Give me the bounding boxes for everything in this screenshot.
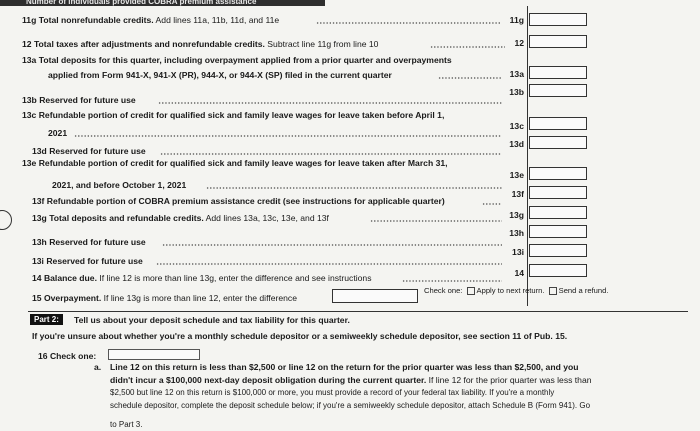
line-number: 13a — [509, 69, 524, 79]
apply-next-return-checkbox[interactable] — [467, 287, 475, 295]
top-header-strip — [0, 0, 325, 6]
line-13d-amount-field[interactable] — [529, 136, 587, 149]
line-13g-rest: Add lines 13a, 13c, 13e, and 13f — [203, 213, 329, 223]
line-number: 13i — [512, 247, 524, 257]
line-13f-amount-field[interactable] — [529, 186, 587, 199]
line-13e-label-2: 2021, and before October 1, 2021 — [52, 180, 187, 190]
leader-dots — [430, 46, 505, 48]
leader-dots — [160, 153, 502, 155]
line-12-label — [22, 39, 378, 49]
line-number: 11g — [509, 15, 524, 25]
check-one-group — [424, 286, 608, 296]
line-13a-amount-field[interactable] — [529, 66, 587, 79]
item-a-line-2-rest: If line 12 for the prior quarter was less than — [426, 375, 592, 385]
line-14-rest: If line 12 is more than line 13g, enter the difference and see instructions — [96, 273, 372, 283]
leader-dots — [402, 280, 502, 282]
line-15-title: 15 Overpayment. — [32, 293, 102, 303]
line-11g-amount-field[interactable] — [529, 13, 587, 26]
apply-next-return-label: Apply to next return. — [476, 286, 545, 295]
item-a-line-4: schedule depositor, complete the deposit schedule below; if you're a semiweekly schedule depositor, attach Schedule B (Form 941). Go — [110, 401, 591, 410]
line-11g-title: 11g Total nonrefundable credits. — [22, 15, 154, 25]
line-13g-amount-field[interactable] — [529, 206, 587, 219]
line-13f-label: 13f Refundable portion of COBRA premium assistance credit (see instructions for applicable quarter) — [32, 196, 445, 206]
line-number: 13d — [509, 139, 524, 149]
line-13c-amount-field[interactable] — [529, 117, 587, 130]
leader-dots — [162, 244, 502, 246]
part-divider — [28, 311, 688, 312]
line-12-title: 12 Total taxes after adjustments and nonrefundable credits. — [22, 39, 265, 49]
line-11g-rest: Add lines 11a, 11b, 11d, and 11e — [153, 15, 280, 25]
line-13g-title: 13g Total deposits and refundable credits. — [32, 213, 204, 223]
line-13h-label: 13h Reserved for future use — [32, 237, 146, 247]
leader-dots — [158, 102, 502, 104]
line-number: 13c — [509, 121, 524, 131]
line-number: 12 — [514, 38, 524, 48]
line-13a-label-1: 13a Total deposits for this quarter, including overpayment applied from a prior quarter and overpayments — [22, 55, 452, 65]
leader-dots — [206, 187, 502, 189]
line-number: 13g — [509, 210, 524, 220]
line-11g-label — [22, 15, 279, 25]
line-13e-label-1: 13e Refundable portion of credit for qualified sick and family leave wages for leave taken after March 31, — [22, 158, 448, 168]
leader-dots — [482, 203, 502, 205]
header-strip-text: Number of individuals provided COBRA premium assistance — [26, 0, 257, 6]
line-number: 13b — [509, 87, 524, 97]
line-13a-label-2: applied from Form 941-X, 941-X (PR), 944-X, or 944-X (SP) filed in the current quarter — [48, 70, 392, 80]
line-13d-label: 13d Reserved for future use — [32, 146, 146, 156]
leader-dots — [74, 135, 502, 137]
line-15-rest: If line 13g is more than line 12, enter the difference — [101, 293, 297, 303]
line-13i-amount-field[interactable] — [529, 244, 587, 257]
leader-dots — [370, 220, 502, 222]
line-number: 13e — [509, 170, 524, 180]
item-a-line-2 — [110, 375, 592, 385]
check-one-label: Check one: — [424, 286, 463, 295]
line-13b-label: 13b Reserved for future use — [22, 95, 136, 105]
line-13c-label-2: 2021 — [48, 128, 68, 138]
line-16-check-field[interactable] — [108, 349, 200, 360]
line-16-label: 16 Check one: — [38, 351, 97, 361]
part-2-tag: Part 2: — [30, 314, 63, 325]
punch-hole-mark — [0, 210, 12, 230]
line-12-rest: Subtract line 11g from line 10 — [264, 39, 379, 49]
line-13e-amount-field[interactable] — [529, 167, 587, 180]
leader-dots — [316, 22, 501, 24]
line-15-label — [32, 293, 297, 303]
line-number: 13h — [509, 228, 524, 238]
part-2-title: Tell us about your deposit schedule and tax liability for this quarter. — [74, 315, 350, 325]
line-13c-label-1: 13c Refundable portion of credit for qualified sick and family leave wages for leave taken before April 1, — [22, 110, 445, 120]
line-number: 14 — [514, 268, 524, 278]
line-13h-amount-field[interactable] — [529, 225, 587, 238]
leader-dots — [156, 263, 502, 265]
item-a-line-1: Line 12 on this return is less than $2,500 or line 12 on the return for the prior quarter was less than $2,500, and you — [110, 362, 579, 372]
line-13g-label — [32, 213, 329, 223]
line-12-amount-field[interactable] — [529, 35, 587, 48]
line-15-amount-field[interactable] — [332, 289, 418, 303]
line-number: 13f — [511, 189, 524, 199]
send-refund-checkbox[interactable] — [549, 287, 557, 295]
leader-dots — [438, 77, 502, 79]
line-13b-amount-field[interactable] — [529, 84, 587, 97]
line-14-amount-field[interactable] — [529, 264, 587, 277]
item-a-line-3: $2,500 but line 12 on this return is $100,000 or more, you must provide a record of your federal tax liability. If you're a monthly — [110, 388, 555, 397]
item-a-marker: a. — [94, 362, 102, 372]
right-column-rule — [527, 6, 528, 306]
part-2-intro: If you're unsure about whether you're a monthly schedule depositor or a semiweekly schedule depositor, see section 11 of Pub. 15. — [32, 331, 568, 341]
line-13i-label: 13i Reserved for future use — [32, 256, 143, 266]
item-a-line-5: to Part 3. — [110, 420, 143, 429]
line-14-label — [32, 273, 372, 283]
line-14-title: 14 Balance due. — [32, 273, 97, 283]
item-a-line-2-bold: didn't incur a $100,000 next-day deposit obligation during the current quarter. — [110, 375, 427, 385]
send-refund-label: Send a refund. — [558, 286, 609, 295]
